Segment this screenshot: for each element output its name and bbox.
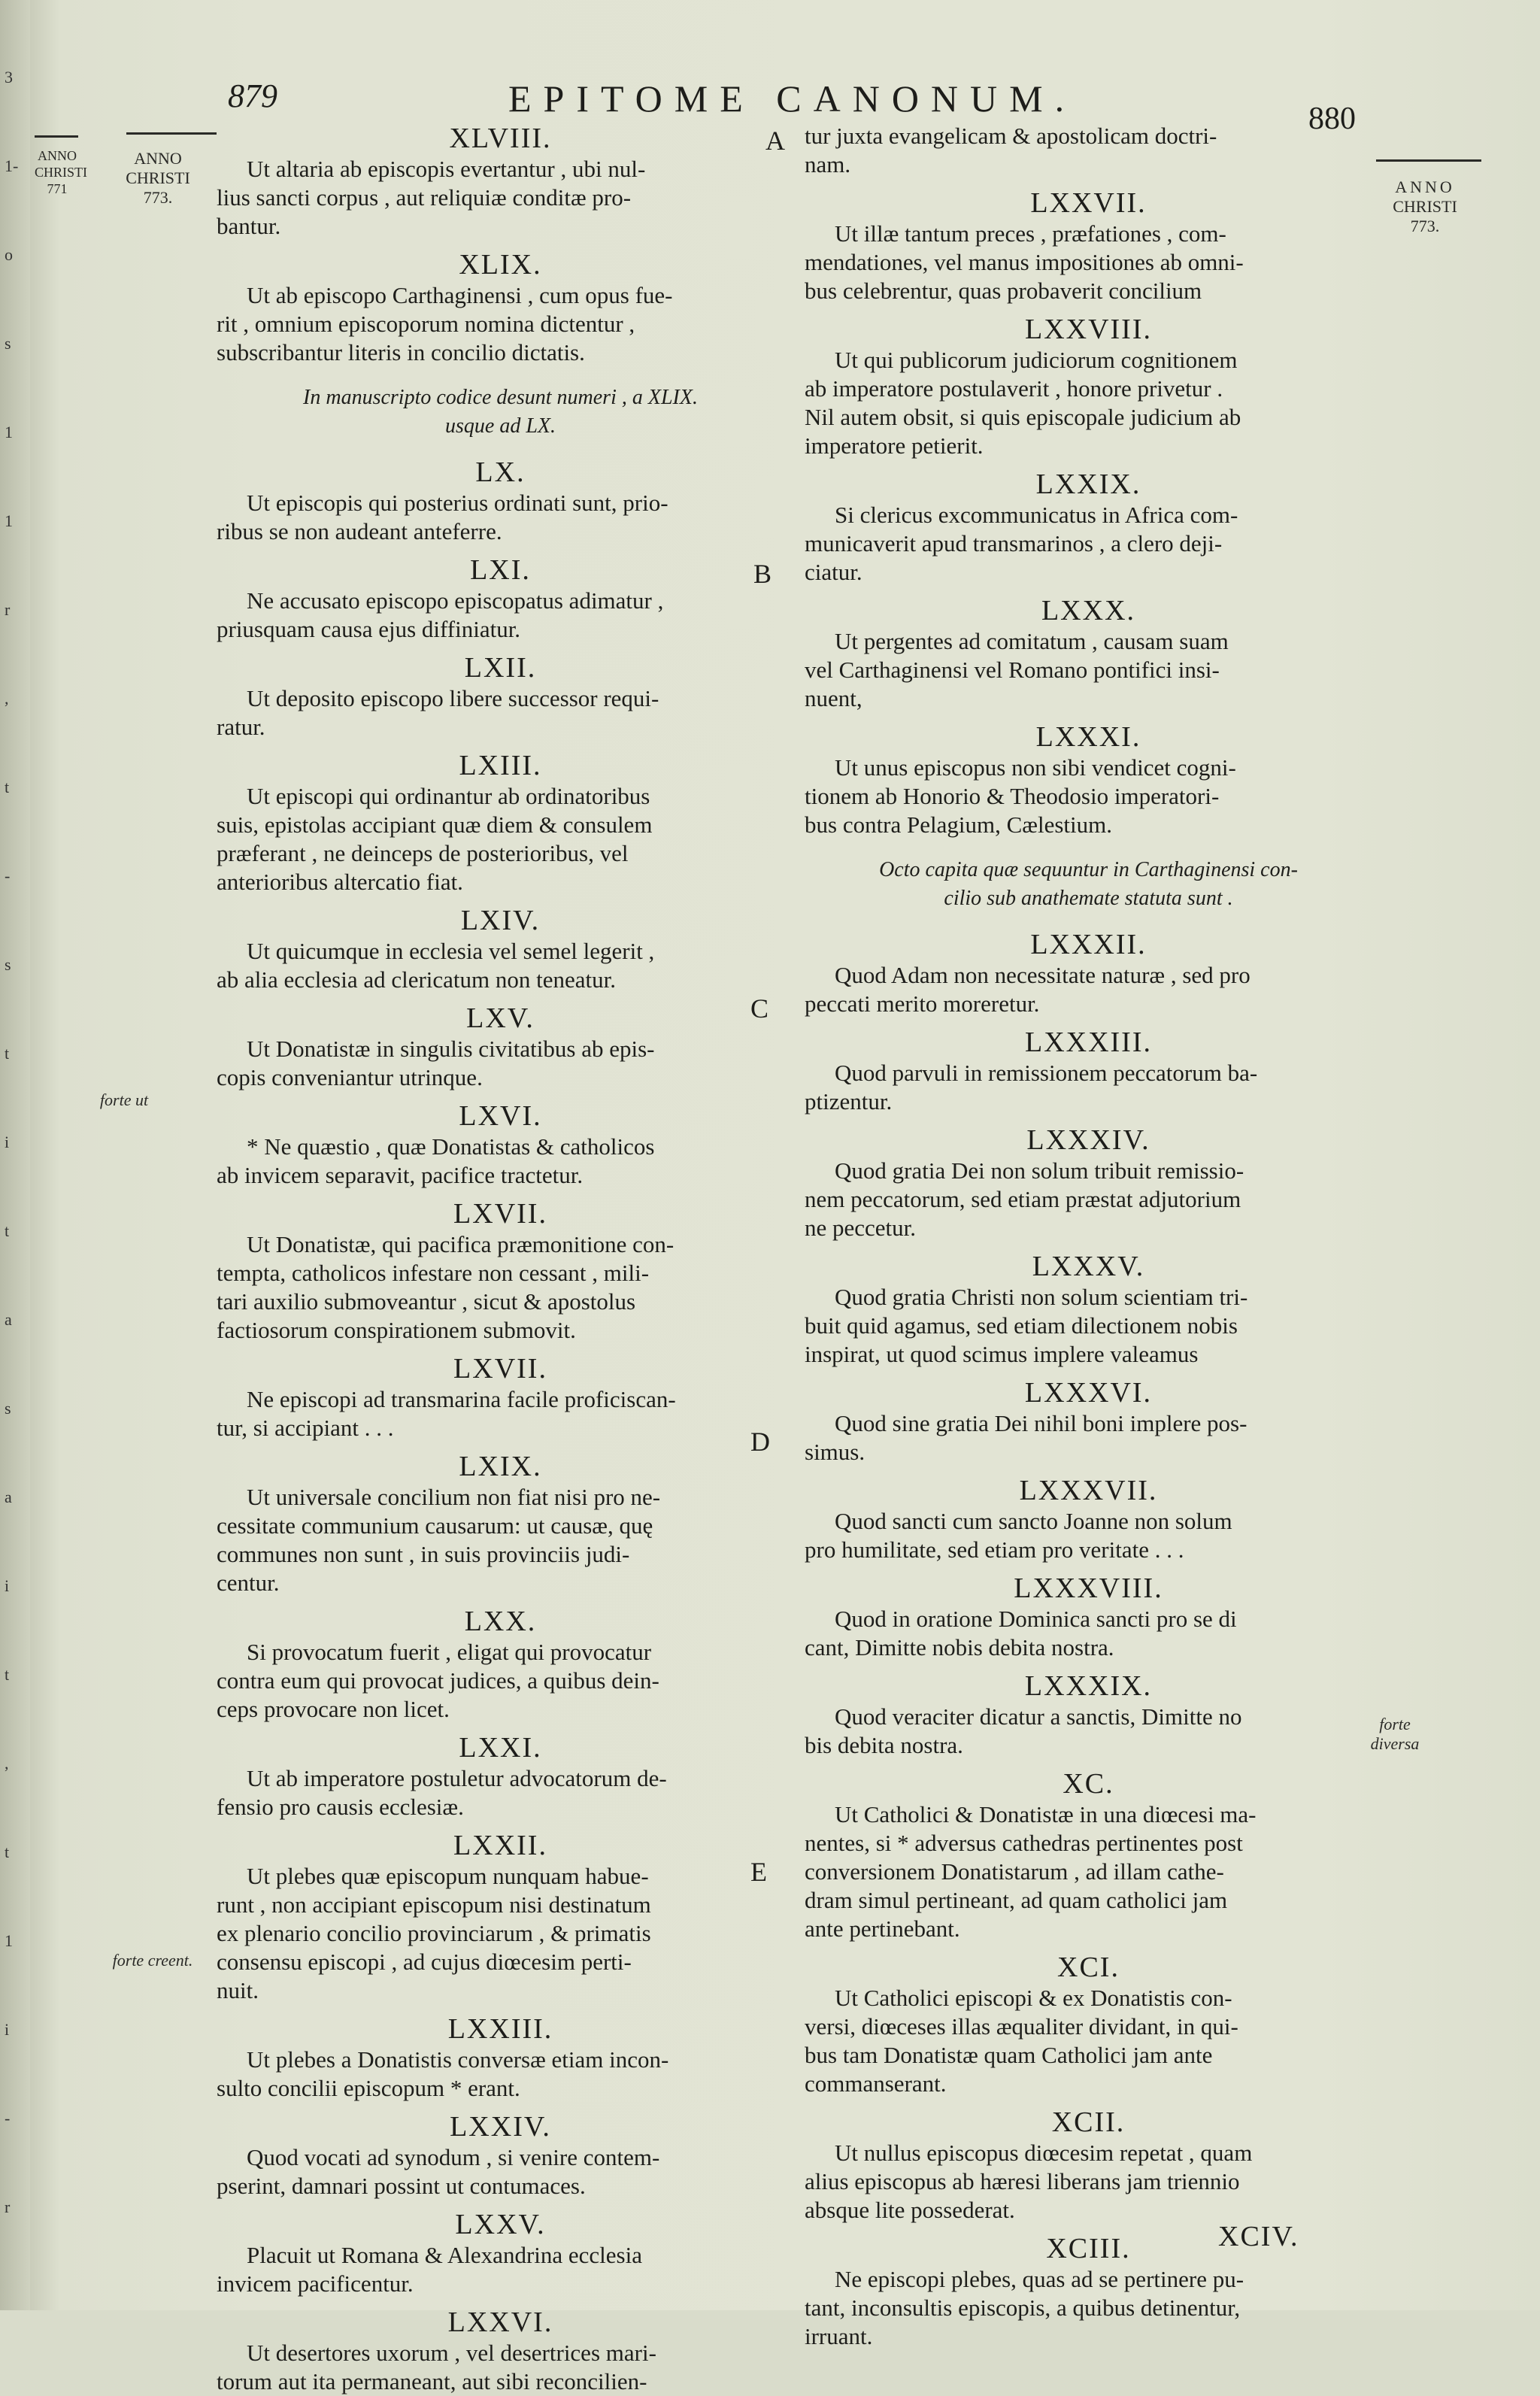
canon-section	[217, 651, 784, 742]
gutter-fragment: o	[5, 245, 13, 264]
editorial-note	[217, 384, 784, 441]
canon-text	[217, 1133, 784, 1190]
text-line: suis, epistolas accipiant quæ diem & consulem	[217, 811, 653, 838]
canon-number: LXIV.	[460, 905, 541, 936]
text-line: irruant.	[805, 2323, 873, 2349]
text-line: Ut Catholici episcopi & ex Donatistis con-	[835, 1985, 1232, 2011]
canon-text	[217, 1385, 784, 1442]
text-line: ab imperatore postulaverit , honore privetur .	[805, 375, 1223, 402]
canon-number: LXXIII.	[447, 2013, 553, 2045]
canon-number: LXVII.	[453, 1353, 547, 1385]
gutter-fragment: 3	[5, 68, 13, 86]
canon-section	[217, 1450, 784, 1597]
text-line: bus celebrentur, quas probaverit concilium	[805, 278, 1202, 304]
canon-section	[217, 384, 784, 441]
text-line: versi, diœceses illas æqualiter dividant, in qui-	[805, 2013, 1238, 2040]
margin-note-forte: forte	[1379, 1715, 1411, 1733]
canon-section	[805, 1376, 1372, 1466]
text-line: Ut quicumque in ecclesia vel semel legerit ,	[247, 938, 655, 964]
canon-section	[805, 1250, 1372, 1369]
text-line: Ut altaria ab episcopis evertantur , ubi nul-	[247, 156, 646, 182]
canon-text	[805, 1800, 1372, 1943]
text-line: Ut desertores uxorum , vel desertrices mari-	[247, 2340, 656, 2366]
text-line: tant, inconsultis episcopis, a quibus detinentur,	[805, 2294, 1241, 2321]
text-line: Ut deposito episcopo libere successor requi-	[247, 685, 659, 711]
canon-number: LXXXIII.	[1024, 1027, 1152, 1058]
left-year: 773.	[143, 188, 173, 207]
canon-section	[217, 2208, 784, 2298]
margin-note-forte-creent: forte creent.	[112, 1951, 193, 1970]
canon-number: LXI.	[470, 554, 531, 586]
note-line: cilio sub anathemate statuta sunt .	[944, 887, 1233, 910]
text-line: centur.	[217, 1570, 280, 1596]
text-line: tur juxta evangelicam & apostolicam doctri-	[805, 123, 1217, 149]
canon-section	[805, 1670, 1372, 1760]
canon-text	[217, 2046, 784, 2103]
text-line: nuent,	[805, 685, 862, 711]
canon-section	[217, 248, 784, 367]
canon-section	[217, 554, 784, 644]
text-line: lius sancti corpus , aut reliquiæ conditæ pro-	[217, 184, 632, 211]
canon-text	[805, 754, 1372, 839]
text-line: factiosorum conspirationem submovit.	[217, 1317, 576, 1343]
book-page	[30, 0, 1540, 2394]
canon-number: LXXXVIII.	[1014, 1573, 1163, 1604]
canon-number: LXXXVI.	[1024, 1377, 1153, 1409]
text-line: Quod vocati ad synodum , si venire contem-	[247, 2144, 660, 2170]
text-line: tionem ab Honorio & Theodosio imperatori-	[805, 783, 1220, 809]
gutter-fragment: 1	[5, 1931, 13, 1950]
text-line: alius episcopus ab hæresi liberans jam triennio	[805, 2168, 1240, 2194]
canon-section	[805, 313, 1372, 460]
canon-text	[805, 2265, 1372, 2351]
canon-section	[805, 1572, 1372, 1662]
canon-text	[217, 587, 784, 644]
margin-note-diversa: diversa	[1370, 1734, 1420, 1753]
section-letter-e: E	[750, 1857, 767, 1887]
text-line: tempta, catholicos infestare non cessant , mili-	[217, 1260, 650, 1286]
text-line: commanserant.	[805, 2070, 947, 2097]
text-line: copis conveniantur utrinque.	[217, 1064, 483, 1090]
canon-section	[805, 594, 1372, 713]
text-line: Ut Donatistæ in singulis civitatibus ab epis-	[247, 1036, 655, 1062]
canon-section	[805, 928, 1372, 1018]
canon-section	[805, 1767, 1372, 1943]
canon-section	[217, 1099, 784, 1190]
canon-text	[805, 1409, 1372, 1466]
canon-number: LXXI.	[459, 1732, 542, 1764]
canon-number: LXVI.	[459, 1100, 542, 1132]
canon-text	[217, 782, 784, 896]
binding-gutter	[0, 0, 30, 2310]
page-number-left: 879	[228, 77, 277, 114]
canon-text	[217, 489, 784, 546]
text-line: conversionem Donatistarum , ad illam cathe-	[805, 1858, 1224, 1885]
right-year: 773.	[1410, 217, 1440, 235]
gutter-fragment: s	[5, 334, 11, 353]
gutter-fragment: s	[5, 1399, 11, 1418]
text-line: Ut universale concilium non fiat nisi pro ne-	[247, 1484, 661, 1510]
canon-text	[805, 501, 1372, 587]
canon-text	[217, 1230, 784, 1345]
canon-number: LXXXII.	[1030, 929, 1147, 960]
text-line: nuit.	[217, 1977, 259, 2003]
canon-text	[217, 1035, 784, 1092]
canon-number: LXIX.	[459, 1451, 542, 1482]
text-line: Ut episcopi qui ordinantur ab ordinatoribus	[247, 783, 650, 809]
note-line: Octo capita quæ sequuntur in Carthaginensi con-	[879, 858, 1298, 881]
canon-section	[805, 2106, 1372, 2225]
section-letter-a: A	[765, 126, 785, 156]
canon-text	[805, 220, 1372, 305]
canon-section	[217, 2110, 784, 2200]
canon-number: LXXVII.	[1030, 187, 1147, 219]
gutter-fragment: t	[5, 1044, 10, 1063]
canon-text	[217, 281, 784, 367]
text-line: priusquam causa ejus diffiniatur.	[217, 616, 521, 642]
text-line: ptizentur.	[805, 1088, 893, 1115]
gutter-fragment: 1-	[5, 156, 19, 175]
canon-section	[217, 1829, 784, 2005]
canon-number: LXVII.	[453, 1198, 547, 1230]
text-line: bantur.	[217, 213, 281, 239]
gutter-fragment: i	[5, 1576, 10, 1595]
gutter-fragment: 1	[5, 423, 13, 441]
canon-section	[217, 122, 784, 241]
gutter-fragment: t	[5, 1221, 10, 1240]
text-line: Ut pergentes ad comitatum , causam suam	[835, 628, 1229, 654]
gutter-fragment: r	[5, 2197, 11, 2216]
canon-number: LXXIX.	[1035, 469, 1141, 500]
canon-text	[805, 1157, 1372, 1242]
text-line: bus contra Pelagium, Cælestium.	[805, 811, 1112, 838]
text-line: Ut illæ tantum preces , præfationes , com-	[835, 220, 1226, 247]
canon-number: LX.	[475, 456, 526, 488]
text-line: ab invicem separavit, pacifice tractetur.	[217, 1162, 584, 1188]
gutter-fragment: t	[5, 1842, 10, 1861]
gutter-fragment: -	[5, 2109, 11, 2128]
page-number-right: 880	[1308, 102, 1356, 136]
text-line: Quod sine gratia Dei nihil boni implere pos-	[835, 1410, 1247, 1436]
editorial-note	[805, 856, 1372, 913]
canon-section	[217, 904, 784, 994]
text-line: anterioribus altercatio fiat.	[217, 869, 463, 895]
section-letter-c: C	[750, 993, 769, 1024]
canon-text	[217, 1764, 784, 1821]
text-line: tur, si accipiant . . .	[217, 1415, 394, 1441]
canon-number: XCIII.	[1046, 2233, 1131, 2264]
canon-number: LXXXI.	[1035, 721, 1141, 753]
gutter-fragment: -	[5, 866, 11, 885]
text-line: rit , omnium episcoporum nomina dictentur ,	[217, 311, 635, 337]
canon-section	[805, 720, 1372, 839]
text-line: runt , non accipiant episcopum nisi destinatum	[217, 1891, 651, 1918]
gutter-fragment: t	[5, 1665, 10, 1684]
canon-number: LXXX.	[1041, 595, 1136, 626]
canon-number: LXXXIX.	[1024, 1670, 1153, 1702]
canon-section	[217, 1605, 784, 1724]
canon-text	[217, 684, 784, 742]
text-line: Si provocatum fuerit , eligat qui provocatur	[247, 1639, 652, 1665]
canon-number: XLVIII.	[449, 123, 552, 154]
canon-text	[217, 2241, 784, 2298]
gutter-fragment: t	[5, 778, 10, 796]
gutter-fragment: i	[5, 1133, 10, 1151]
text-line: cant, Dimitte nobis debita nostra.	[805, 1634, 1114, 1661]
text-line: præferant , ne deinceps de posterioribus, vel	[217, 840, 629, 866]
text-line: subscribantur literis in concilio dictatis.	[217, 339, 585, 365]
text-line: nem peccatorum, sed etiam præstat adjutorium	[805, 1186, 1241, 1212]
note-line: In manuscripto codice desunt numeri , a XLIX.	[303, 386, 698, 409]
text-line: ante pertinebant.	[805, 1915, 960, 1942]
canon-section	[805, 856, 1372, 913]
canon-text	[805, 1283, 1372, 1369]
canon-text	[217, 155, 784, 241]
text-line: buit quid agamus, sed etiam dilectionem nobis	[805, 1312, 1238, 1339]
text-line: Ut plebes a Donatistis conversæ etiam incon-	[247, 2046, 669, 2073]
gutter-christi: CHRISTI	[35, 165, 88, 180]
text-line: ceps provocare non licet.	[217, 1696, 450, 1722]
canon-section	[217, 749, 784, 896]
text-line: Quod Adam non necessitate naturæ , sed pro	[835, 962, 1250, 988]
canon-section	[805, 1474, 1372, 1564]
canon-number: XCI.	[1057, 1952, 1120, 1983]
canon-text	[805, 1507, 1372, 1564]
canon-section	[217, 2012, 784, 2103]
canon-text	[805, 1605, 1372, 1662]
text-line: contra eum qui provocat judices, a quibus dein-	[217, 1667, 659, 1694]
canon-number: XC.	[1063, 1768, 1114, 1800]
right-christi: CHRISTI	[1393, 197, 1457, 216]
right-column	[805, 122, 1372, 2351]
left-margin-rule	[126, 132, 217, 135]
section-letter-b: B	[753, 559, 772, 589]
text-line: Ut unus episcopus non sibi vendicet cogni-	[835, 754, 1236, 781]
canon-number: LXXXVII.	[1019, 1475, 1158, 1506]
canon-text	[217, 1483, 784, 1597]
text-line: * Ne quæstio , quæ Donatistas & catholicos	[247, 1133, 655, 1160]
catchword: XCIV.	[1218, 2221, 1299, 2252]
text-line: Quod gratia Dei non solum tribuit remissio-	[835, 1157, 1244, 1184]
margin-note-forte-ut: forte ut	[99, 1090, 149, 1109]
text-line: Quod gratia Christi non solum scientiam tri-	[835, 1284, 1248, 1310]
text-line: imperatore petierit.	[805, 432, 984, 459]
text-line: Quod in oratione Dominica sancti pro se di	[835, 1606, 1237, 1632]
canon-number: LXXVIII.	[1024, 314, 1152, 345]
canon-section	[217, 1352, 784, 1442]
text-line: dram simul pertineant, ad quam catholici jam	[805, 1887, 1228, 1913]
text-line: ne peccetur.	[805, 1215, 917, 1241]
canon-number: LXIII.	[459, 750, 542, 781]
text-line: Ut ab episcopo Carthaginensi , cum opus fue-	[247, 282, 673, 308]
text-line: vel Carthaginensi vel Romano pontifici insi-	[805, 657, 1220, 683]
text-line: Quod veraciter dicatur a sanctis, Dimitte no	[835, 1703, 1242, 1730]
gutter-fragment: ,	[5, 1754, 9, 1773]
text-line: bis debita nostra.	[805, 1732, 963, 1758]
section-letter-d: D	[750, 1427, 770, 1457]
text-line: nentes, si * adversus cathedras pertinentes post	[805, 1830, 1243, 1856]
text-line: Placuit ut Romana & Alexandrina ecclesia	[247, 2242, 642, 2268]
canon-text	[805, 627, 1372, 713]
text-line: Quod sancti cum sancto Joanne non solum	[835, 1508, 1232, 1534]
running-title: EPITOME CANONUM.	[508, 77, 1077, 120]
text-line: fensio pro causis ecclesiæ.	[217, 1794, 464, 1820]
gutter-fragment: i	[5, 2020, 10, 2039]
text-line: simus.	[805, 1439, 865, 1465]
canon-number: XLIX.	[459, 249, 542, 281]
text-line: ribus se non audeant anteferre.	[217, 518, 502, 544]
canon-number: XCII.	[1051, 2106, 1126, 2138]
text-line: torum aut ita permaneant, aut sibi reconcilien-	[217, 2368, 647, 2394]
canon-text	[805, 122, 1372, 179]
text-line: ratur.	[217, 714, 265, 740]
left-anno-christi	[105, 149, 211, 208]
text-line: pro humilitate, sed etiam pro veritate . . .	[805, 1536, 1184, 1563]
text-line: sulto concilii episcopum * erant.	[217, 2075, 520, 2101]
canon-text	[805, 1703, 1372, 1760]
text-line: tari auxilio submoveantur , sicut & apostolus	[217, 1288, 636, 1315]
text-line: consensu episcopi , ad cujus diœcesim perti-	[217, 1949, 632, 1975]
left-anno: ANNO	[134, 149, 182, 168]
canon-number: LXXIV.	[450, 2111, 551, 2143]
canon-text	[217, 2339, 784, 2396]
text-line: Ut ab imperatore postuletur advocatorum de-	[247, 1765, 667, 1791]
text-line: Ut nullus episcopus diœcesim repetat , quam	[835, 2140, 1253, 2166]
canon-text	[217, 2143, 784, 2200]
canon-text	[805, 346, 1372, 460]
text-line: mendationes, vel manus impositiones ab omni-	[805, 249, 1244, 275]
text-line: invicem pacificentur.	[217, 2270, 414, 2297]
canon-number: LXXII.	[453, 1830, 547, 1861]
canon-number: LXXXV.	[1032, 1251, 1145, 1282]
text-line: Quod parvuli in remissionem peccatorum ba-	[835, 1060, 1258, 1086]
gutter-rule	[35, 135, 78, 138]
text-line: Ut Catholici & Donatistæ in una diœcesi ma-	[835, 1801, 1257, 1827]
left-christi: CHRISTI	[126, 168, 190, 187]
text-line: absque lite possederat.	[805, 2197, 1015, 2223]
text-line: Si clericus excommunicatus in Africa com-	[835, 502, 1238, 528]
canon-text	[217, 937, 784, 994]
gutter-anno: ANNO	[38, 148, 77, 163]
text-line: inspirat, ut quod scimus implere valeamus	[805, 1341, 1199, 1367]
text-line: ex plenario concilio provinciarum , & primatis	[217, 1920, 651, 1946]
right-margin-rule	[1376, 159, 1481, 162]
gutter-fragment: s	[5, 955, 11, 974]
canon-section	[217, 1002, 784, 1092]
text-line: pserint, damnari possint ut contumaces.	[217, 2173, 586, 2199]
canon-number: LXXV.	[455, 2209, 546, 2240]
text-line: Ne episcopi plebes, quas ad se pertinere pu-	[835, 2266, 1244, 2292]
right-anno: ANNO	[1395, 177, 1455, 196]
text-line: Nil autem obsit, si quis episcopale judicium ab	[805, 404, 1241, 430]
gutter-year: 771	[47, 181, 68, 196]
canon-text	[805, 1984, 1372, 2098]
text-line: Ut qui publicorum judiciorum cognitionem	[835, 347, 1238, 373]
gutter-fragment: r	[5, 600, 11, 619]
canon-section	[217, 2306, 784, 2396]
canon-section	[217, 1197, 784, 1345]
canon-number: LXXXIV.	[1026, 1124, 1150, 1156]
canon-section	[805, 1026, 1372, 1116]
gutter-fragment: ,	[5, 689, 9, 708]
canon-text	[805, 1059, 1372, 1116]
canon-section	[805, 187, 1372, 305]
gutter-anno-note	[35, 147, 88, 197]
text-line: ab alia ecclesia ad clericatum non teneatur.	[217, 966, 617, 993]
canon-text	[217, 1638, 784, 1724]
canon-section	[217, 456, 784, 546]
canon-section	[805, 1124, 1372, 1242]
text-line: nam.	[805, 151, 851, 177]
gutter-fragment: a	[5, 1310, 12, 1329]
left-column	[217, 114, 784, 2396]
canon-number: LXII.	[464, 652, 537, 684]
text-line: communes non sunt , in suis provinciis judi-	[217, 1541, 630, 1567]
gutter-fragment: a	[5, 1488, 12, 1506]
text-line: Ne accusato episcopo episcopatus adimatur ,	[247, 587, 664, 614]
text-line: municaverit apud transmarinos , a clero deji-	[805, 530, 1223, 557]
text-line: cessitate communium causarum: ut causæ, quę	[217, 1512, 653, 1539]
canon-number: LXXVI.	[447, 2307, 553, 2338]
text-line: Ut episcopis qui posterius ordinati sunt, prio-	[247, 490, 668, 516]
text-line: bus tam Donatistæ quam Catholici jam ante	[805, 2042, 1213, 2068]
text-line: Ut plebes quæ episcopum nunquam habue-	[247, 1863, 649, 1889]
gutter-fragment: 1	[5, 511, 13, 530]
canon-number: LXX.	[464, 1606, 537, 1637]
canon-section	[805, 122, 1372, 179]
text-line: Ne episcopi ad transmarina facile proficiscan-	[247, 1386, 676, 1412]
text-line: Ut Donatistæ, qui pacifica præmonitione con-	[247, 1231, 675, 1257]
canon-section	[217, 1731, 784, 1821]
text-line: ciatur.	[805, 559, 862, 585]
canon-text	[805, 961, 1372, 1018]
canon-number: LXV.	[466, 1002, 535, 1034]
canon-text	[217, 1862, 784, 2005]
right-anno-christi	[1376, 177, 1474, 236]
canon-section	[805, 1951, 1372, 2098]
note-line: usque ad LX.	[445, 414, 556, 438]
canon-text	[805, 2139, 1372, 2225]
text-line: peccati merito moreretur.	[805, 990, 1040, 1017]
canon-section	[805, 468, 1372, 587]
